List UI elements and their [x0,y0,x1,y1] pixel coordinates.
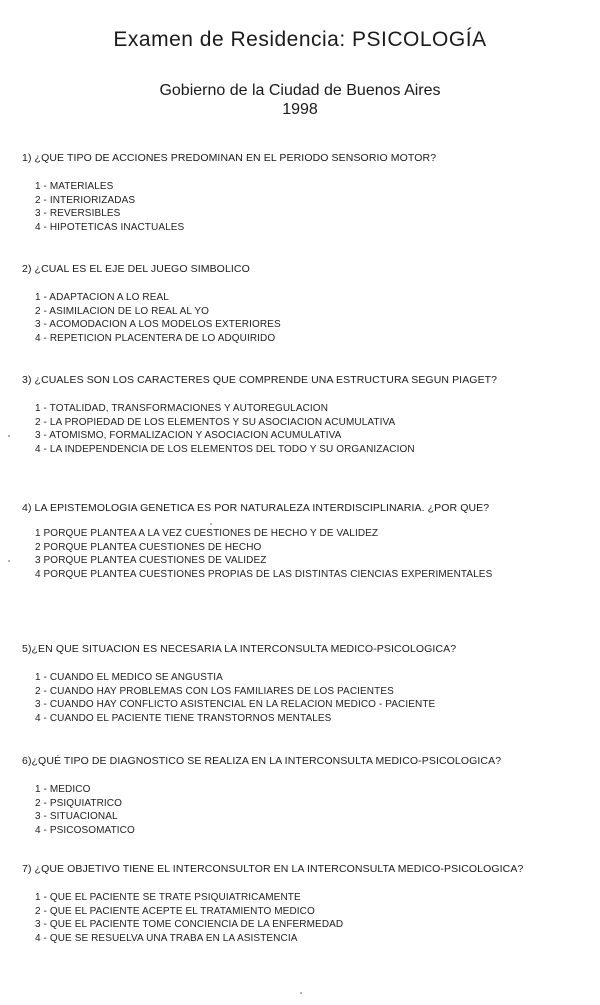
option-item: 1 - ADAPTACION A LO REAL [35,292,169,303]
question-text: 1) ¿QUE TIPO DE ACCIONES PREDOMINAN EN EL PERIODO SENSORIO MOTOR? [22,152,437,164]
question-5 [22,643,582,725]
question-text: 3) ¿CUALES SON LOS CARACTERES QUE COMPRENDE UNA ESTRUCTURA SEGUN PIAGET? [22,374,498,386]
option-item: 1 - TOTALIDAD, TRANSFORMACIONES Y AUTOREGULACION [35,403,329,414]
option-item: 4 - CUANDO EL PACIENTE TIENE TRANSTORNOS MENTALES [35,712,332,724]
option-item: 1 - QUE EL PACIENTE SE TRATE PSIQUIATRICAMENTE [35,892,301,903]
option-list [22,783,582,837]
option-item: 4 - HIPOTETICAS INACTUALES [35,221,185,233]
option-item: 4 - PSICOSOMATICO [35,824,135,836]
option-item: 3 - ACOMODACION A LOS MODELOS EXTERIORES [35,319,281,330]
question-6 [22,755,582,837]
option-item: 2 - CUANDO HAY PROBLEMAS CON LOS FAMILIARES DE LOS PACIENTES [35,685,394,697]
option-item: 4 PORQUE PLANTEA CUESTIONES PROPIAS DE LAS DISTINTAS CIENCIAS EXPERIMENTALES [35,568,493,580]
option-item: 2 - LA PROPIEDAD DE LOS ELEMENTOS Y SU ASOCIACION ACUMULATIVA [35,416,396,428]
question-1 [22,152,582,234]
option-item: 4 - QUE SE RESUELVA UNA TRABA EN LA ASISTENCIA [35,932,298,944]
question-text: 4) LA EPISTEMOLOGIA GENETICA ES POR NATURALEZA INTERDISCIPLINARIA. ¿POR QUE? [22,502,490,514]
question-text: 2) ¿CUAL ES EL EJE DEL JUEGO SIMBOLICO [22,263,250,275]
option-item: 3 PORQUE PLANTEA CUESTIONES DE VALIDEZ [35,555,267,566]
question-text: 5)¿EN QUE SITUACION ES NECESARIA LA INTERCONSULTA MEDICO-PSICOLOGICA? [22,643,457,655]
option-item: 3 - SITUACIONAL [35,811,118,822]
option-item: 4 - REPETICION PLACENTERA DE LO ADQUIRIDO [35,332,276,344]
option-item: 2 - PSIQUIATRICO [35,797,122,809]
option-item: 2 - INTERIORIZADAS [35,194,136,206]
option-list [22,671,582,725]
option-item: 1 - MATERIALES [35,181,114,192]
option-list [22,402,582,456]
scan-speck [8,435,10,437]
question-4 [22,502,582,581]
option-item: 1 - MEDICO [35,784,91,795]
exam-year: 1998 [282,101,318,118]
question-3 [22,374,582,456]
scan-speck [8,560,10,562]
page-subtitle: Gobierno de la Ciudad de Buenos Aires [159,82,441,99]
option-list [22,527,582,581]
scan-speck [300,992,302,994]
option-item: 3 - ATOMISMO, FORMALIZACION Y ASOCIACION ACUMULATIVA [35,430,342,441]
question-2 [22,263,582,345]
option-item: 3 - CUANDO HAY CONFLICTO ASISTENCIAL EN LA RELACION MEDICO - PACIENTE [35,699,436,710]
option-list [22,891,582,945]
page-title: Examen de Residencia: PSICOLOGÍA [113,28,487,51]
question-text: 7) ¿QUE OBJETIVO TIENE EL INTERCONSULTOR EN LA INTERCONSULTA MEDICO-PSICOLOGICA? [22,863,524,875]
option-item: 1 PORQUE PLANTEA A LA VEZ CUESTIONES DE HECHO Y DE VALIDEZ [35,528,379,539]
option-item: 3 - REVERSIBLES [35,208,121,219]
option-item: 3 - QUE EL PACIENTE TOME CONCIENCIA DE LA ENFERMEDAD [35,919,344,930]
scan-speck [210,523,212,525]
option-item: 2 - QUE EL PACIENTE ACEPTE EL TRATAMIENTO MEDICO [35,905,315,917]
option-item: 1 - CUANDO EL MEDICO SE ANGUSTIA [35,672,223,683]
question-text: 6)¿QUÉ TIPO DE DIAGNOSTICO SE REALIZA EN LA INTERCONSULTA MEDICO-PSICOLOGICA? [22,755,502,767]
question-7 [22,863,582,945]
option-item: 2 - ASIMILACION DE LO REAL AL YO [35,305,210,317]
option-list [22,291,582,345]
option-list [22,180,582,234]
option-item: 2 PORQUE PLANTEA CUESTIONES DE HECHO [35,541,262,553]
option-item: 4 - LA INDEPENDENCIA DE LOS ELEMENTOS DEL TODO Y SU ORGANIZACION [35,443,415,455]
